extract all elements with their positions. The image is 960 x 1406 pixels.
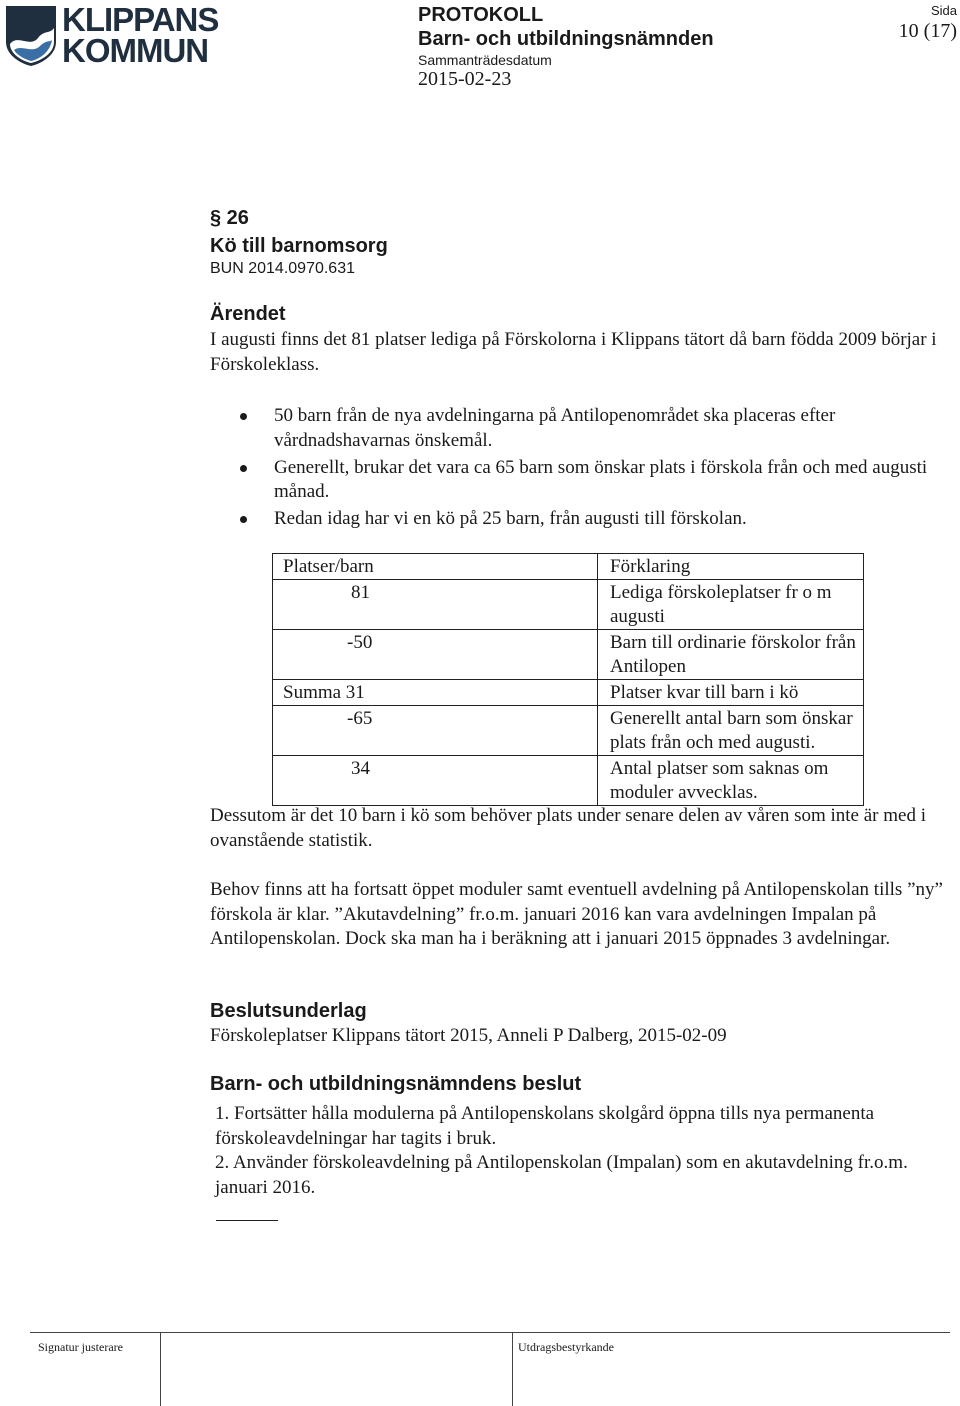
table-cell-value: -65 <box>273 706 598 756</box>
beslut-heading: Barn- och utbildningsnämndens beslut <box>210 1073 582 1095</box>
table-row <box>273 680 864 706</box>
need-paragraph: Behov finns att ha fortsatt öppet moduler samt eventuell avdelning på Antilopenskolan tills ”ny” förskola är klar. ”Akutavdelning” fr.o.m. januari 2016 kan vara avdelningen Impalan på Antilopenskolan. Dock ska man ha i beräkning att i januari 2015 öppnades 3 avdelningar. <box>210 879 943 949</box>
footer-column-divider <box>160 1332 161 1406</box>
logo-text-line2: KOMMUN <box>62 32 209 69</box>
table-header-row <box>273 554 864 580</box>
footer-divider <box>30 1332 950 1333</box>
case-reference: BUN 2014.0970.631 <box>210 260 355 277</box>
list-item: Redan idag har vi en kö på 25 barn, från augusti till förskolan. <box>210 507 950 532</box>
table-row <box>273 756 864 806</box>
table-row <box>273 630 864 680</box>
klippans-kommun-logo <box>4 1 224 70</box>
table-cell-value: -50 <box>273 630 598 680</box>
table-cell-value: 34 <box>273 756 598 806</box>
decision-item: 1. Fortsätter hålla modulerna på Antilopenskolans skolgård öppna tills nya permanenta förskoleavdelningar har tagits i bruk. <box>215 1103 875 1149</box>
date-label: Sammanträdesdatum <box>418 52 552 68</box>
list-item: 50 barn från de nya avdelningarna på Antilopenområdet ska placeras efter vårdnadshavarnas önskemål. <box>210 404 950 453</box>
page-label: Sida <box>930 3 957 18</box>
places-table <box>272 553 864 806</box>
decision-list <box>215 1102 950 1200</box>
beslutsunderlag-text: Förskoleplatser Klippans tätort 2015, Anneli P Dalberg, 2015-02-09 <box>210 1025 727 1046</box>
page-number: 10 (17) <box>898 20 957 42</box>
bullet-icon <box>240 465 247 472</box>
arendet-intro: I augusti finns det 81 platser lediga på Förskolorna i Klippans tätort då barn födda 2009 börjar i Förskoleklass. <box>210 329 937 375</box>
extract-certified-label: Utdragsbestyrkande <box>518 1340 614 1354</box>
table-cell-value: Summa 31 <box>273 680 598 706</box>
shield-icon <box>4 4 58 68</box>
meeting-date: 2015-02-23 <box>418 68 512 90</box>
arendet-bullet-list <box>210 404 950 534</box>
end-divider <box>216 1220 278 1221</box>
beslutsunderlag-heading: Beslutsunderlag <box>210 1000 367 1022</box>
table-row <box>273 580 864 630</box>
table-header-cell: Förklaring <box>598 554 864 580</box>
list-item: Generellt, brukar det vara ca 65 barn som önskar plats i förskola från och med augusti månad. <box>210 456 950 505</box>
table-cell-explanation: Barn till ordinarie förskolor från Antilopen <box>598 630 864 680</box>
bullet-icon <box>240 516 247 523</box>
extra-queue-paragraph: Dessutom är det 10 barn i kö som behöver plats under senare delen av våren som inte är med i ovanstående statistik. <box>210 805 926 851</box>
bullet-icon <box>240 413 247 420</box>
table-cell-value: 81 <box>273 580 598 630</box>
table-cell-explanation: Generellt antal barn som önskar plats från och med augusti. <box>598 706 864 756</box>
table-cell-explanation: Platser kvar till barn i kö <box>598 680 864 706</box>
decision-item: 2. Använder förskoleavdelning på Antilopenskolan (Impalan) som en akutavdelning fr.o.m. januari 2016. <box>215 1152 908 1198</box>
table-cell-explanation: Antal platser som saknas om moduler avvecklas. <box>598 756 864 806</box>
section-number: § 26 <box>210 207 249 229</box>
board-name: Barn- och utbildningsnämnden <box>418 28 714 50</box>
signature-label: Signatur justerare <box>38 1340 123 1354</box>
table-cell-explanation: Lediga förskoleplatser fr o m augusti <box>598 580 864 630</box>
doc-type: PROTOKOLL <box>418 4 544 26</box>
logo-text-line1: KLIPPANS <box>62 1 219 38</box>
arendet-heading: Ärendet <box>210 303 286 325</box>
table-header-cell: Platser/barn <box>273 554 598 580</box>
table-row <box>273 706 864 756</box>
section-title: Kö till barnomsorg <box>210 235 388 257</box>
footer-column-divider <box>512 1332 513 1406</box>
